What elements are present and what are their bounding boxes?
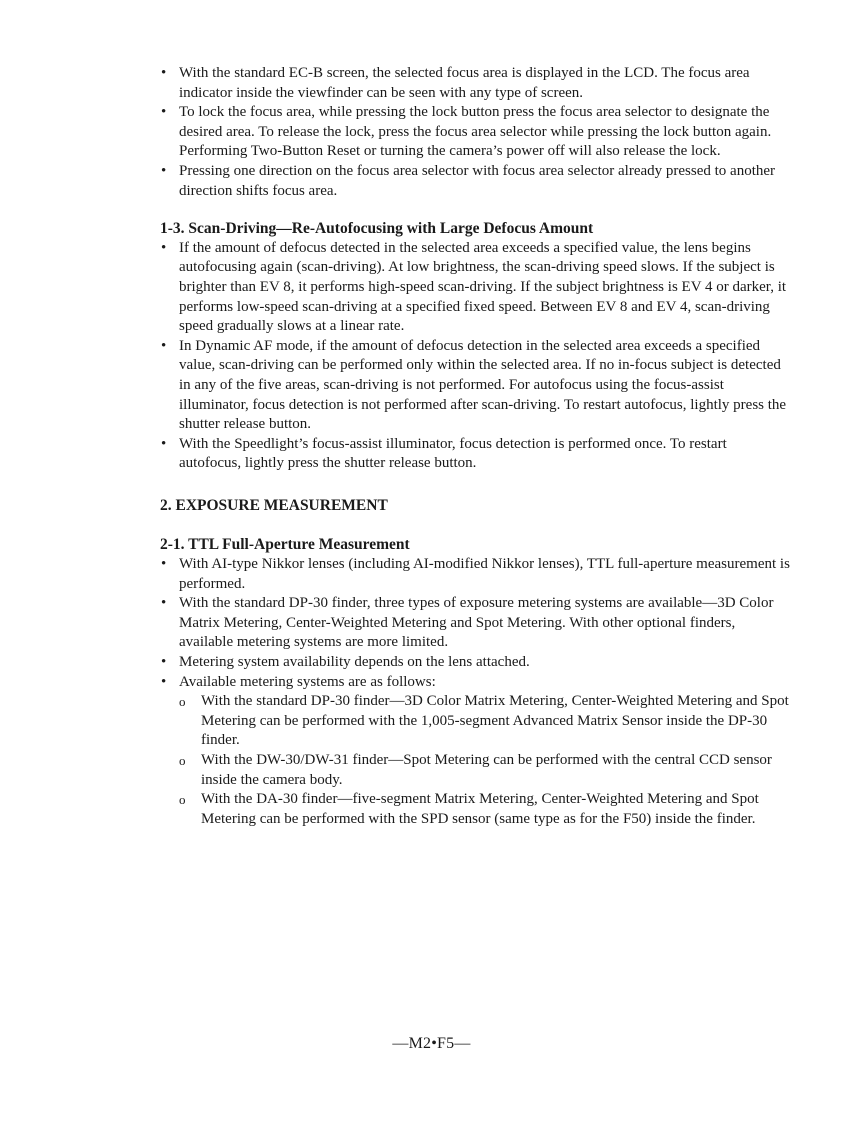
list-item: • With AI-type Nikkor lenses (including AI-modified Nikkor lenses), TTL full-aperture measurement is performed. <box>160 555 790 594</box>
list-item: • To lock the focus area, while pressing the lock button press the focus area selector to designate the desired area. To release the lock, press the focus area selector while pressing the lock button again. Performing Two-Button Reset or turning the camera’s power off will also release the lock. <box>160 103 790 162</box>
page-footer: —M2•F5— <box>392 1035 471 1052</box>
list-item: • Pressing one direction on the focus area selector with focus area selector already pressed to another direction shifts focus area. <box>160 162 790 201</box>
section-heading-scan-driving: 1-3. Scan-Driving—Re-Autofocusing with Large Defocus Amount <box>160 220 594 238</box>
list-item: • With the standard EC-B screen, the selected focus area is displayed in the LCD. The focus area indicator inside the viewfinder can be seen with any type of screen. <box>160 64 790 103</box>
ttl-bullet-list <box>160 555 790 829</box>
metering-systems-sub-list <box>179 692 790 829</box>
list-item: • If the amount of defocus detected in the selected area exceeds a specified value, the lens begins autofocusing again (scan-driving). At low brightness, the scan-driving speed slows. If the subject is brighter than EV 8, it performs high-speed scan-driving. If the subject brightness is EV 4 or darker, it performs low-speed scan-driving at a specified fixed speed. Between EV 8 and EV 4, scan-driving speed gradually slows at a linear rate. <box>160 239 790 337</box>
list-item: • With the Speedlight’s focus-assist illuminator, focus detection is performed once. To restart autofocus, lightly press the shutter release button. <box>160 435 790 474</box>
document-body <box>160 64 790 829</box>
list-item-with-sublist <box>160 673 790 830</box>
list-item: • Metering system availability depends on the lens attached. <box>160 653 790 673</box>
section-heading-exposure-measurement: 2. EXPOSURE MEASUREMENT <box>160 496 388 514</box>
list-item-text: Available metering systems are as follows: <box>179 673 436 690</box>
section-heading-ttl-full-aperture: 2-1. TTL Full-Aperture Measurement <box>160 536 410 554</box>
intro-bullet-list <box>160 64 790 201</box>
list-item: • With the standard DP-30 finder, three types of exposure metering systems are available—3D Color Matrix Metering, Center-Weighted Metering and Spot Metering. With other optional finders, available metering systems are more limited. <box>160 594 790 653</box>
scan-driving-bullet-list <box>160 239 790 474</box>
sub-list-item: o With the standard DP-30 finder—3D Color Matrix Metering, Center-Weighted Metering and Spot Metering can be performed with the 1,005-segment Advanced Matrix Sensor inside the DP-30 finder. <box>179 692 790 751</box>
sub-list-item: o With the DA-30 finder—five-segment Matrix Metering, Center-Weighted Metering and Spot Metering can be performed with the SPD sensor (same type as for the F50) inside the finder. <box>179 790 790 829</box>
list-item: • In Dynamic AF mode, if the amount of defocus detection in the selected area exceeds a specified value, scan-driving can be performed only within the selected area. If no in-focus subject is detected in any of the five areas, scan-driving is not performed. For autofocus using the focus-assist illuminator, focus detection is not performed after scan-driving. To restart autofocus, lightly press the shutter release button. <box>160 337 790 435</box>
sub-list-item: o With the DW-30/DW-31 finder—Spot Metering can be performed with the central CCD sensor inside the camera body. <box>179 751 790 790</box>
